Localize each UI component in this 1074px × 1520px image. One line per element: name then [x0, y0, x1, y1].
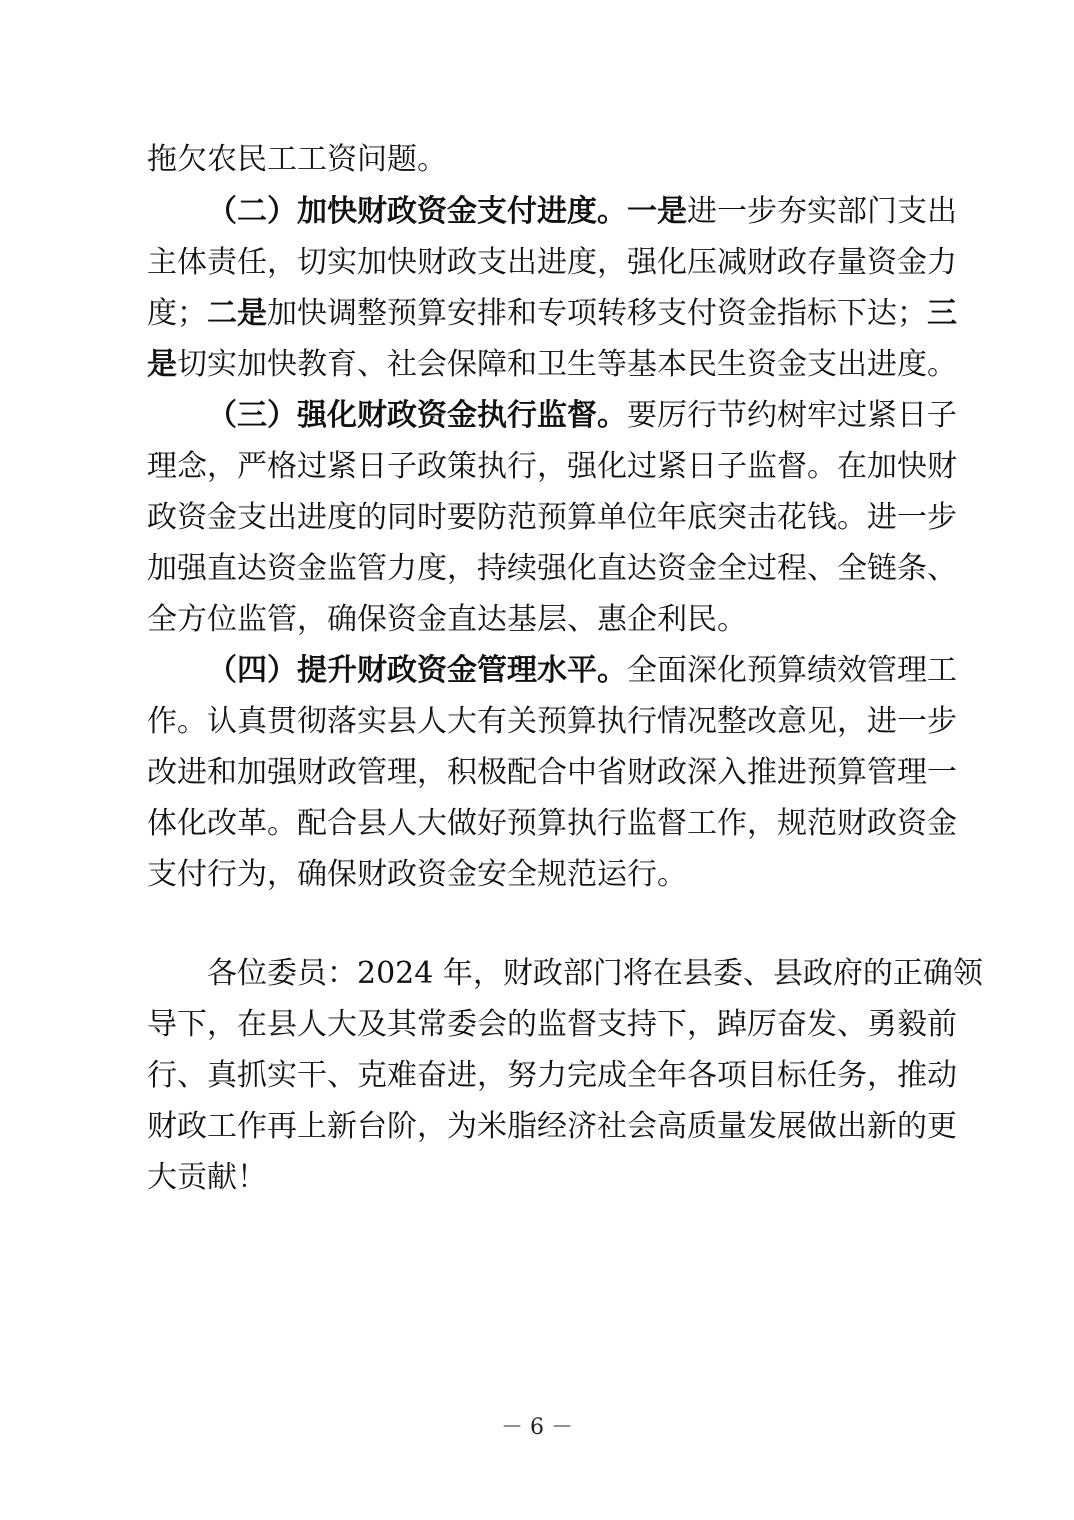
- text-line: 导下，在县人大及其常委会的监督支持下，踔厉奋发、勇毅前: [147, 1007, 957, 1042]
- keyword: 是: [147, 347, 177, 382]
- text-line: 支付行为，确保财政资金安全规范运行。: [147, 857, 687, 892]
- text-line: 体化改革。配合县人大做好预算执行监督工作，规范财政资金: [147, 806, 957, 841]
- paragraph-continuation: [147, 134, 937, 185]
- text-line: 大贡献！: [147, 1160, 267, 1195]
- text-line: 作。认真贯彻落实县人大有关预算执行情况整改意见，进一步: [147, 704, 957, 739]
- text-segment: 度；: [147, 296, 207, 331]
- text-segment: 加快调整预算安排和专项转移支付资金指标下达；: [267, 296, 927, 331]
- paragraph-accelerate-payment: [147, 186, 957, 390]
- text-line: 加强直达资金监管力度，持续强化直达资金全过程、全链条、: [147, 551, 957, 586]
- section-heading: （二）加快财政资金支付进度。: [207, 194, 627, 229]
- page-number: － 6 －: [501, 1415, 573, 1440]
- text-line: 改进和加强财政管理，积极配合中省财政深入推进预算管理一: [147, 755, 957, 790]
- paragraph-strengthen-supervision: [147, 390, 957, 645]
- text-line: 拖欠农民工工资问题。: [147, 142, 447, 177]
- paragraph-closing: [147, 948, 983, 1203]
- keyword: 三: [927, 296, 957, 331]
- section-heading: （三）强化财政资金执行监督。: [207, 398, 627, 433]
- text-line: 政资金支出进度的同时要防范预算单位年底突击花钱。进一步: [147, 500, 957, 535]
- text-line: 各位委员：2024 年，财政部门将在县委、县政府的正确领: [207, 956, 983, 991]
- text-line: 全面深化预算绩效管理工: [627, 653, 957, 688]
- text-line: 切实加快教育、社会保障和卫生等基本民生资金支出进度。: [177, 347, 957, 382]
- text-line: 财政工作再上新台阶，为米脂经济社会高质量发展做出新的更: [147, 1109, 957, 1144]
- text-line: 行、真抓实干、克难奋进，努力完成全年各项目标任务，推动: [147, 1058, 957, 1093]
- paragraph-improve-management: [147, 645, 957, 900]
- keyword: 一是: [627, 194, 687, 229]
- keyword: 二是: [207, 296, 267, 331]
- text-line: 全方位监管，确保资金直达基层、惠企利民。: [147, 602, 747, 637]
- text-line: 主体责任，切实加快财政支出进度，强化压减财政存量资金力: [147, 245, 957, 280]
- text-line: 理念，严格过紧日子政策执行，强化过紧日子监督。在加快财: [147, 449, 957, 484]
- section-heading: （四）提升财政资金管理水平。: [207, 653, 627, 688]
- text-line: 进一步夯实部门支出: [687, 194, 957, 229]
- text-line: 要厉行节约树牢过紧日子: [627, 398, 957, 433]
